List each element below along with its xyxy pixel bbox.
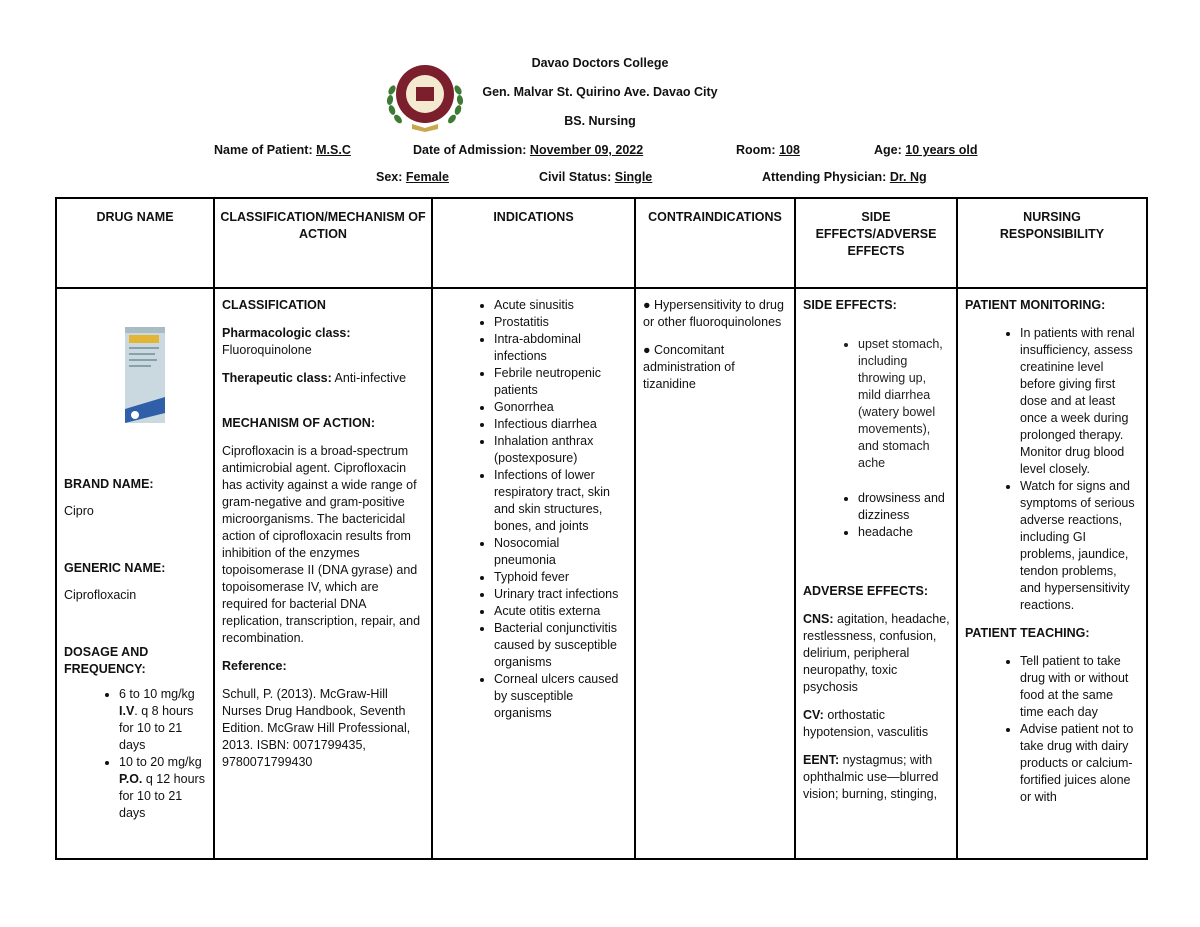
list-item: • Advise patient not to take drug with dairy products or calcium-fortified juices alone or with <box>1020 721 1140 806</box>
brand-name: Cipro <box>64 504 94 518</box>
pharmacologic-class-label: Pharmacologic class: <box>222 326 351 340</box>
indication-item: • Prostatitis <box>494 314 620 331</box>
table-row <box>56 288 1147 859</box>
header-side-effects: SIDE EFFECTS/ADVERSE EFFECTS <box>795 198 957 288</box>
list-item: • 6 to 10 mg/kg I.V. q 8 hours for 10 to 21 days <box>119 686 207 754</box>
therapeutic-class: Therapeutic class: Anti-infective <box>222 371 407 385</box>
drug-study-table <box>55 197 1148 860</box>
indication-item: • Bacterial conjunctivitis caused by susceptible organisms <box>494 620 620 671</box>
drug-name-cell <box>56 288 214 859</box>
list-item: • Watch for signs and symptoms of serious adverse reactions, including GI problems, jaundice, tendon problems, and hypersensitivity reactions. <box>1020 478 1140 614</box>
reference-label: Reference: <box>222 659 287 673</box>
dosage-label: DOSAGE AND FREQUENCY: <box>64 645 149 676</box>
side-effects-list <box>803 336 950 541</box>
list-item: • 10 to 20 mg/kg P.O. q 12 hours for 10 to 21 days <box>119 754 207 822</box>
patient-age: Age: 10 years old <box>874 143 978 157</box>
moa-title: MECHANISM OF ACTION: <box>222 416 375 430</box>
monitoring-list <box>965 325 1140 614</box>
indications-list <box>433 297 628 722</box>
brand-name-label: BRAND NAME: <box>64 477 154 491</box>
college-address: Gen. Malvar St. Quirino Ave. Davao City <box>482 85 718 99</box>
teaching-list <box>965 653 1140 806</box>
side-effects-cell <box>795 288 957 859</box>
list-item: • headache <box>858 524 946 541</box>
dosage-list <box>64 686 207 822</box>
classification-title: CLASSIFICATION <box>222 298 326 312</box>
list-item: • In patients with renal insufficiency, assess creatinine level before giving first dose and at least once a week during prolonged therapy. Monitor drug blood level closely. <box>1020 325 1140 478</box>
indication-item: • Gonorrhea <box>494 399 620 416</box>
pharmacologic-class: Fluoroquinolone <box>222 343 312 357</box>
nursing-cell <box>957 288 1147 859</box>
moa-text: Ciprofloxacin is a broad-spectrum antimicrobial agent. Ciprofloxacin has activity against a wide range of gram-negative and gram-positive microorganisms. The bactericidal action of ciprofloxacin results from inhibition of the enzymes topoisomerase II (DNA gyrase) and topoisomerase IV, which are required for bacterial DNA replication, transcription, repair, and recombination. <box>222 444 421 645</box>
reference-text: Schull, P. (2013). McGraw-Hill Nurses Drug Handbook, Seventh Edition. McGraw Hill Professional, 2013. ISBN: 0071799435, 9780071799430 <box>222 687 411 769</box>
patient-monitoring-title: PATIENT MONITORING: <box>965 298 1106 312</box>
patient-teaching-title: PATIENT TEACHING: <box>965 626 1090 640</box>
room-number: Room: 108 <box>736 143 800 157</box>
indication-item: • Intra-abdominal infections <box>494 331 620 365</box>
header-contraindications: CONTRAINDICATIONS <box>635 198 795 288</box>
header-drug-name: DRUG NAME <box>56 198 214 288</box>
patient-sex: Sex: Female <box>376 170 449 184</box>
patient-name: Name of Patient: M.S.C <box>214 143 351 157</box>
indication-item: • Febrile neutropenic patients <box>494 365 620 399</box>
indication-item: • Acute sinusitis <box>494 297 620 314</box>
generic-name-label: GENERIC NAME: <box>64 561 166 575</box>
admission-date: Date of Admission: November 09, 2022 <box>413 143 644 157</box>
adverse-cns: CNS: agitation, headache, restlessness, confusion, delirium, peripheral neuropathy, toxic psychosis <box>803 612 950 694</box>
header-classification: CLASSIFICATION/MECHANISM OF ACTION <box>214 198 432 288</box>
indication-item: • Infections of lower respiratory tract, skin and skin structures, bones, and joints <box>494 467 620 535</box>
civil-status: Civil Status: Single <box>539 170 653 184</box>
indication-item: • Infectious diarrhea <box>494 416 620 433</box>
attending-physician: Attending Physician: Dr. Ng <box>762 170 927 184</box>
list-item: • drowsiness and dizziness <box>858 490 946 524</box>
list-item: • upset stomach, including throwing up, mild diarrhea (watery bowel movements), and stomach ache <box>858 336 946 472</box>
adverse-eent: EENT: nystagmus; with ophthalmic use—blurred vision; burning, stinging, <box>803 753 939 801</box>
generic-name: Ciprofloxacin <box>64 588 137 602</box>
contraindication-item: ● Hypersensitivity to drug or other fluoroquinolones <box>643 298 784 329</box>
list-item: • Tell patient to take drug with or without food at the same time each day <box>1020 653 1140 721</box>
header-indications: INDICATIONS <box>432 198 635 288</box>
indication-item: • Acute otitis externa <box>494 603 620 620</box>
contraindications-cell <box>635 288 795 859</box>
classification-cell <box>214 288 432 859</box>
contraindication-item: ● Concomitant administration of tizanidine <box>643 343 735 391</box>
indication-item: • Urinary tract infections <box>494 586 620 603</box>
indications-cell <box>432 288 635 859</box>
indication-item: • Corneal ulcers caused by susceptible organisms <box>494 671 620 722</box>
indication-item: • Nosocomial pneumonia <box>494 535 620 569</box>
program-name: BS. Nursing <box>564 114 636 128</box>
header-nursing: NURSING RESPONSIBILITY <box>957 198 1147 288</box>
adverse-cv: CV: orthostatic hypotension, vasculitis <box>803 708 929 739</box>
college-name: Davao Doctors College <box>531 56 669 70</box>
indication-item: • Typhoid fever <box>494 569 620 586</box>
table-header-row <box>56 198 1147 288</box>
drug-box-icon <box>109 317 179 427</box>
adverse-effects-title: ADVERSE EFFECTS: <box>803 584 929 598</box>
indication-item: • Inhalation anthrax (postexposure) <box>494 433 620 467</box>
side-effects-title: SIDE EFFECTS: <box>803 298 897 312</box>
